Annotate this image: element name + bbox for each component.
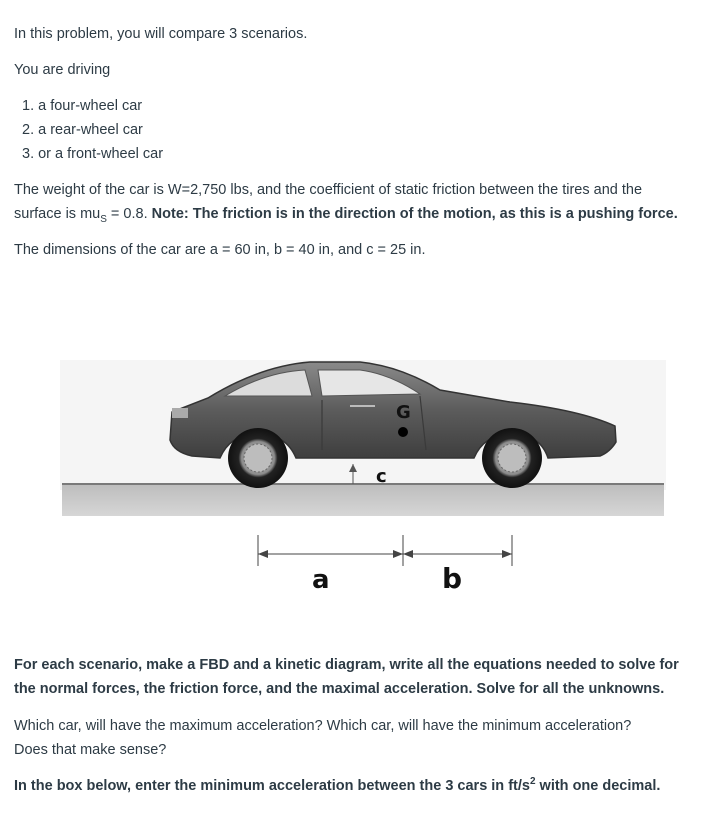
dimensions-text: The dimensions of the car are a = 60 in, b = 40 in, and c = 25 in. (14, 242, 426, 258)
question-text-line1: Which car, will have the maximum acceleration? Which car, will have the minimum acceleration? (14, 718, 632, 734)
friction-subscript: S (100, 213, 107, 225)
friction-label: surface is mu (14, 206, 101, 222)
list-item: 3. or a front-wheel car (22, 146, 164, 162)
answer-instruction: In the box below, enter the minimum acceleration between the 3 cars in $ft/s^2$ with one decimal. (14, 776, 661, 794)
dim-label-c: c (376, 466, 387, 487)
friction-note: Note: The friction is in the direction of the motion, as this is a pushing force. (151, 206, 678, 222)
rear-light (172, 408, 188, 418)
intro-text: In this problem, you will compare 3 scenarios. (14, 26, 308, 42)
task-text-line2: the normal forces, the friction force, and the maximal acceleration. Solve for all the unknowns. (14, 681, 665, 697)
friction-value: = 0.8. (106, 206, 152, 222)
unit-superscript: 2 (529, 776, 536, 788)
list-item: 1. a four-wheel car (22, 98, 143, 114)
question-text-line2: Does that make sense? (14, 742, 167, 758)
dim-label-b: b (442, 562, 463, 595)
ground (62, 484, 664, 516)
cg-label: G (396, 402, 411, 423)
task-text-line1: For each scenario, make a FBD and a kinetic diagram, write all the equations needed to solve for (14, 657, 679, 673)
cg-point (398, 427, 408, 437)
weight-text-line1: The weight of the car is W=2,750 lbs, and the coefficient of static friction between the tires and the (14, 182, 643, 198)
car-diagram-svg (60, 330, 666, 600)
list-item: 2. a rear-wheel car (22, 122, 143, 138)
car-figure (60, 330, 666, 600)
scenario-list (22, 94, 163, 166)
dim-label-a: a (312, 565, 330, 595)
weight-text-line2 (14, 203, 678, 225)
driving-text: You are driving (14, 62, 111, 78)
